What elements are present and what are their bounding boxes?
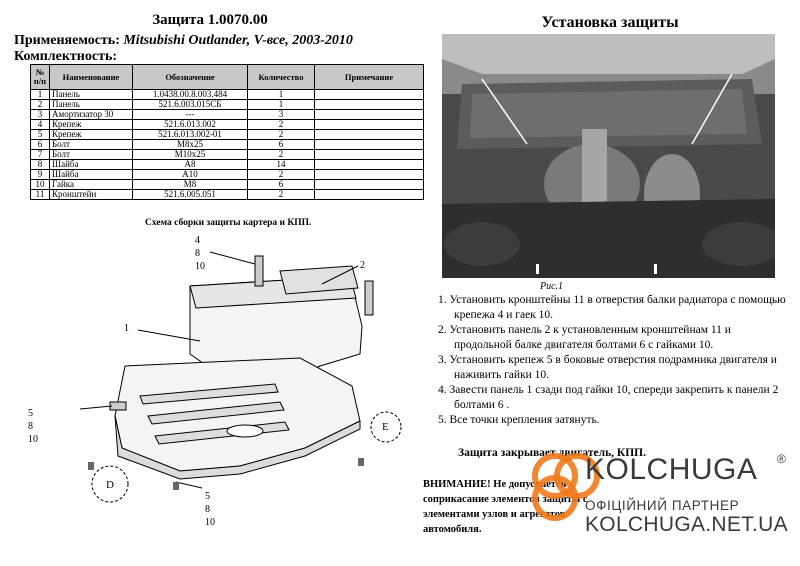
parts-table-body <box>31 90 424 200</box>
undercarriage-photo-image <box>442 34 775 278</box>
cell-number: 2 <box>31 100 50 110</box>
detail-label-e: E <box>382 421 389 433</box>
callout-bottom-group <box>205 490 215 529</box>
table-row <box>31 110 424 120</box>
cell-note <box>315 130 424 140</box>
cell-code: 521.6.003.015СБ <box>133 100 248 110</box>
cell-note <box>315 190 424 200</box>
callout-part-1: 1 <box>124 323 129 334</box>
table-row <box>31 150 424 160</box>
cell-note <box>315 100 424 110</box>
registered-mark: ® <box>777 452 786 466</box>
cell-number: 6 <box>31 140 50 150</box>
table-row <box>31 120 424 130</box>
table-row <box>31 170 424 180</box>
cell-qty: 2 <box>248 190 315 200</box>
cell-name: Крепеж <box>50 120 133 130</box>
callout-number: 10 <box>195 261 205 272</box>
cell-code: --- <box>133 110 248 120</box>
cell-name: Крепеж <box>50 130 133 140</box>
col-header-note: Примечание <box>315 65 424 90</box>
cell-code: М8 <box>133 180 248 190</box>
cell-note <box>315 140 424 150</box>
cell-qty: 2 <box>248 120 315 130</box>
brand-site-link[interactable]: KOLCHUGA.NET.UA <box>585 513 788 536</box>
cell-qty: 6 <box>248 140 315 150</box>
cell-code: 521.6.013.002 <box>133 120 248 130</box>
callout-number: 8 <box>205 504 210 515</box>
callout-number: 10 <box>28 434 38 445</box>
applicability-line <box>14 33 353 49</box>
cell-name: Болт <box>50 140 133 150</box>
install-summary: Защита закрывает двигатель, КПП. <box>458 447 646 459</box>
diagram-caption: Схема сборки защиты картера и КПП. <box>145 218 312 228</box>
callout-number: 10 <box>205 517 215 528</box>
cell-code: А10 <box>133 170 248 180</box>
callout-number: 8 <box>195 248 200 259</box>
table-row <box>31 90 424 100</box>
cell-number: 5 <box>31 130 50 140</box>
install-steps-list <box>438 293 790 428</box>
install-title: Установка защиты <box>541 14 679 31</box>
cell-qty: 2 <box>248 170 315 180</box>
cell-qty: 2 <box>248 150 315 160</box>
col-header-number: № п/п <box>31 65 50 90</box>
detail-label-d: D <box>106 479 114 491</box>
applicability-value: Mitsubishi Outlander, V-все, 2003-2010 <box>123 33 353 48</box>
table-row <box>31 140 424 150</box>
cell-note <box>315 180 424 190</box>
cell-name: Болт <box>50 150 133 160</box>
table-row <box>31 160 424 170</box>
cell-qty: 1 <box>248 90 315 100</box>
table-row <box>31 130 424 140</box>
cell-name: Шайба <box>50 170 133 180</box>
cell-name: Панель <box>50 100 133 110</box>
cell-number: 11 <box>31 190 50 200</box>
cell-code: М10х25 <box>133 150 248 160</box>
col-header-code: Обозначение <box>133 65 248 90</box>
kit-label: Комплектность: <box>14 49 118 64</box>
cell-code: М8х25 <box>133 140 248 150</box>
callout-number: 4 <box>195 235 200 246</box>
applicability-label: Применяемость: <box>14 33 120 48</box>
parts-table <box>30 64 424 200</box>
callout-left-group <box>28 407 38 446</box>
install-step: 3. Установить крепеж 5 в боковые отверстия подрамника двигателя и наживить гайки 10. <box>438 354 777 381</box>
cell-code: 521.6.013.002-01 <box>133 130 248 140</box>
install-step: 2. Установить панель 2 к установленным кронштейнам 11 и продольной балке двигателя болтами 6 с гайками 10. <box>438 324 731 351</box>
cell-number: 3 <box>31 110 50 120</box>
cell-name: Гайка <box>50 180 133 190</box>
table-row <box>31 190 424 200</box>
callout-number: 5 <box>28 408 33 419</box>
install-warning: ВНИМАНИЕ! Не допускается соприкасание элементов защиты с элементами узлов и агрегатов автомобиля. <box>423 479 588 535</box>
col-header-qty: Количество <box>248 65 315 90</box>
cell-qty: 3 <box>248 110 315 120</box>
cell-qty: 1 <box>248 100 315 110</box>
cell-number: 10 <box>31 180 50 190</box>
cell-name: Шайба <box>50 160 133 170</box>
document-title: Защита 1.0070.00 <box>152 12 268 28</box>
cell-qty: 2 <box>248 130 315 140</box>
callout-number: 5 <box>205 491 210 502</box>
cell-name: Кронштейн <box>50 190 133 200</box>
callout-number: 8 <box>28 421 33 432</box>
callout-part-2: 2 <box>360 260 365 271</box>
photo-caption: Рис.1 <box>540 281 564 292</box>
brand-tagline: ОФІЦІЙНИЙ ПАРТНЕР <box>585 498 740 513</box>
panel-2-shape <box>190 256 373 376</box>
cell-code: 521.6.005.051 <box>133 190 248 200</box>
cell-name: Панель <box>50 90 133 100</box>
cell-number: 1 <box>31 90 50 100</box>
cell-number: 9 <box>31 170 50 180</box>
cell-number: 4 <box>31 120 50 130</box>
install-photo <box>442 34 775 278</box>
cell-number: 7 <box>31 150 50 160</box>
cell-note <box>315 150 424 160</box>
assembly-diagram <box>60 226 425 516</box>
cell-note <box>315 170 424 180</box>
cell-note <box>315 110 424 120</box>
callout-top-group <box>195 234 205 273</box>
cell-qty: 14 <box>248 160 315 170</box>
table-row <box>31 100 424 110</box>
cell-qty: 6 <box>248 180 315 190</box>
col-header-name: Наименование <box>50 65 133 90</box>
panel-1-shape <box>110 358 360 479</box>
table-header-row <box>31 65 424 90</box>
cell-code: 1.0438.00.8.003.484 <box>133 90 248 100</box>
cell-note <box>315 120 424 130</box>
cell-name: Амортизатор 30 <box>50 110 133 120</box>
brand-name: KOLCHUGA <box>585 453 758 486</box>
install-step: 1. Установить кронштейны 11 в отверстия балки радиатора с помощью крепежа 4 и гаек 10. <box>438 294 786 321</box>
cell-note <box>315 90 424 100</box>
install-step: 5. Все точки крепления затянуть. <box>438 414 600 426</box>
cell-code: А8 <box>133 160 248 170</box>
cell-number: 8 <box>31 160 50 170</box>
install-step: 4. Завести панель 1 сзади под гайки 10, спереди закрепить к панели 2 болтами 6 . <box>438 384 779 411</box>
table-row <box>31 180 424 190</box>
cell-note <box>315 160 424 170</box>
